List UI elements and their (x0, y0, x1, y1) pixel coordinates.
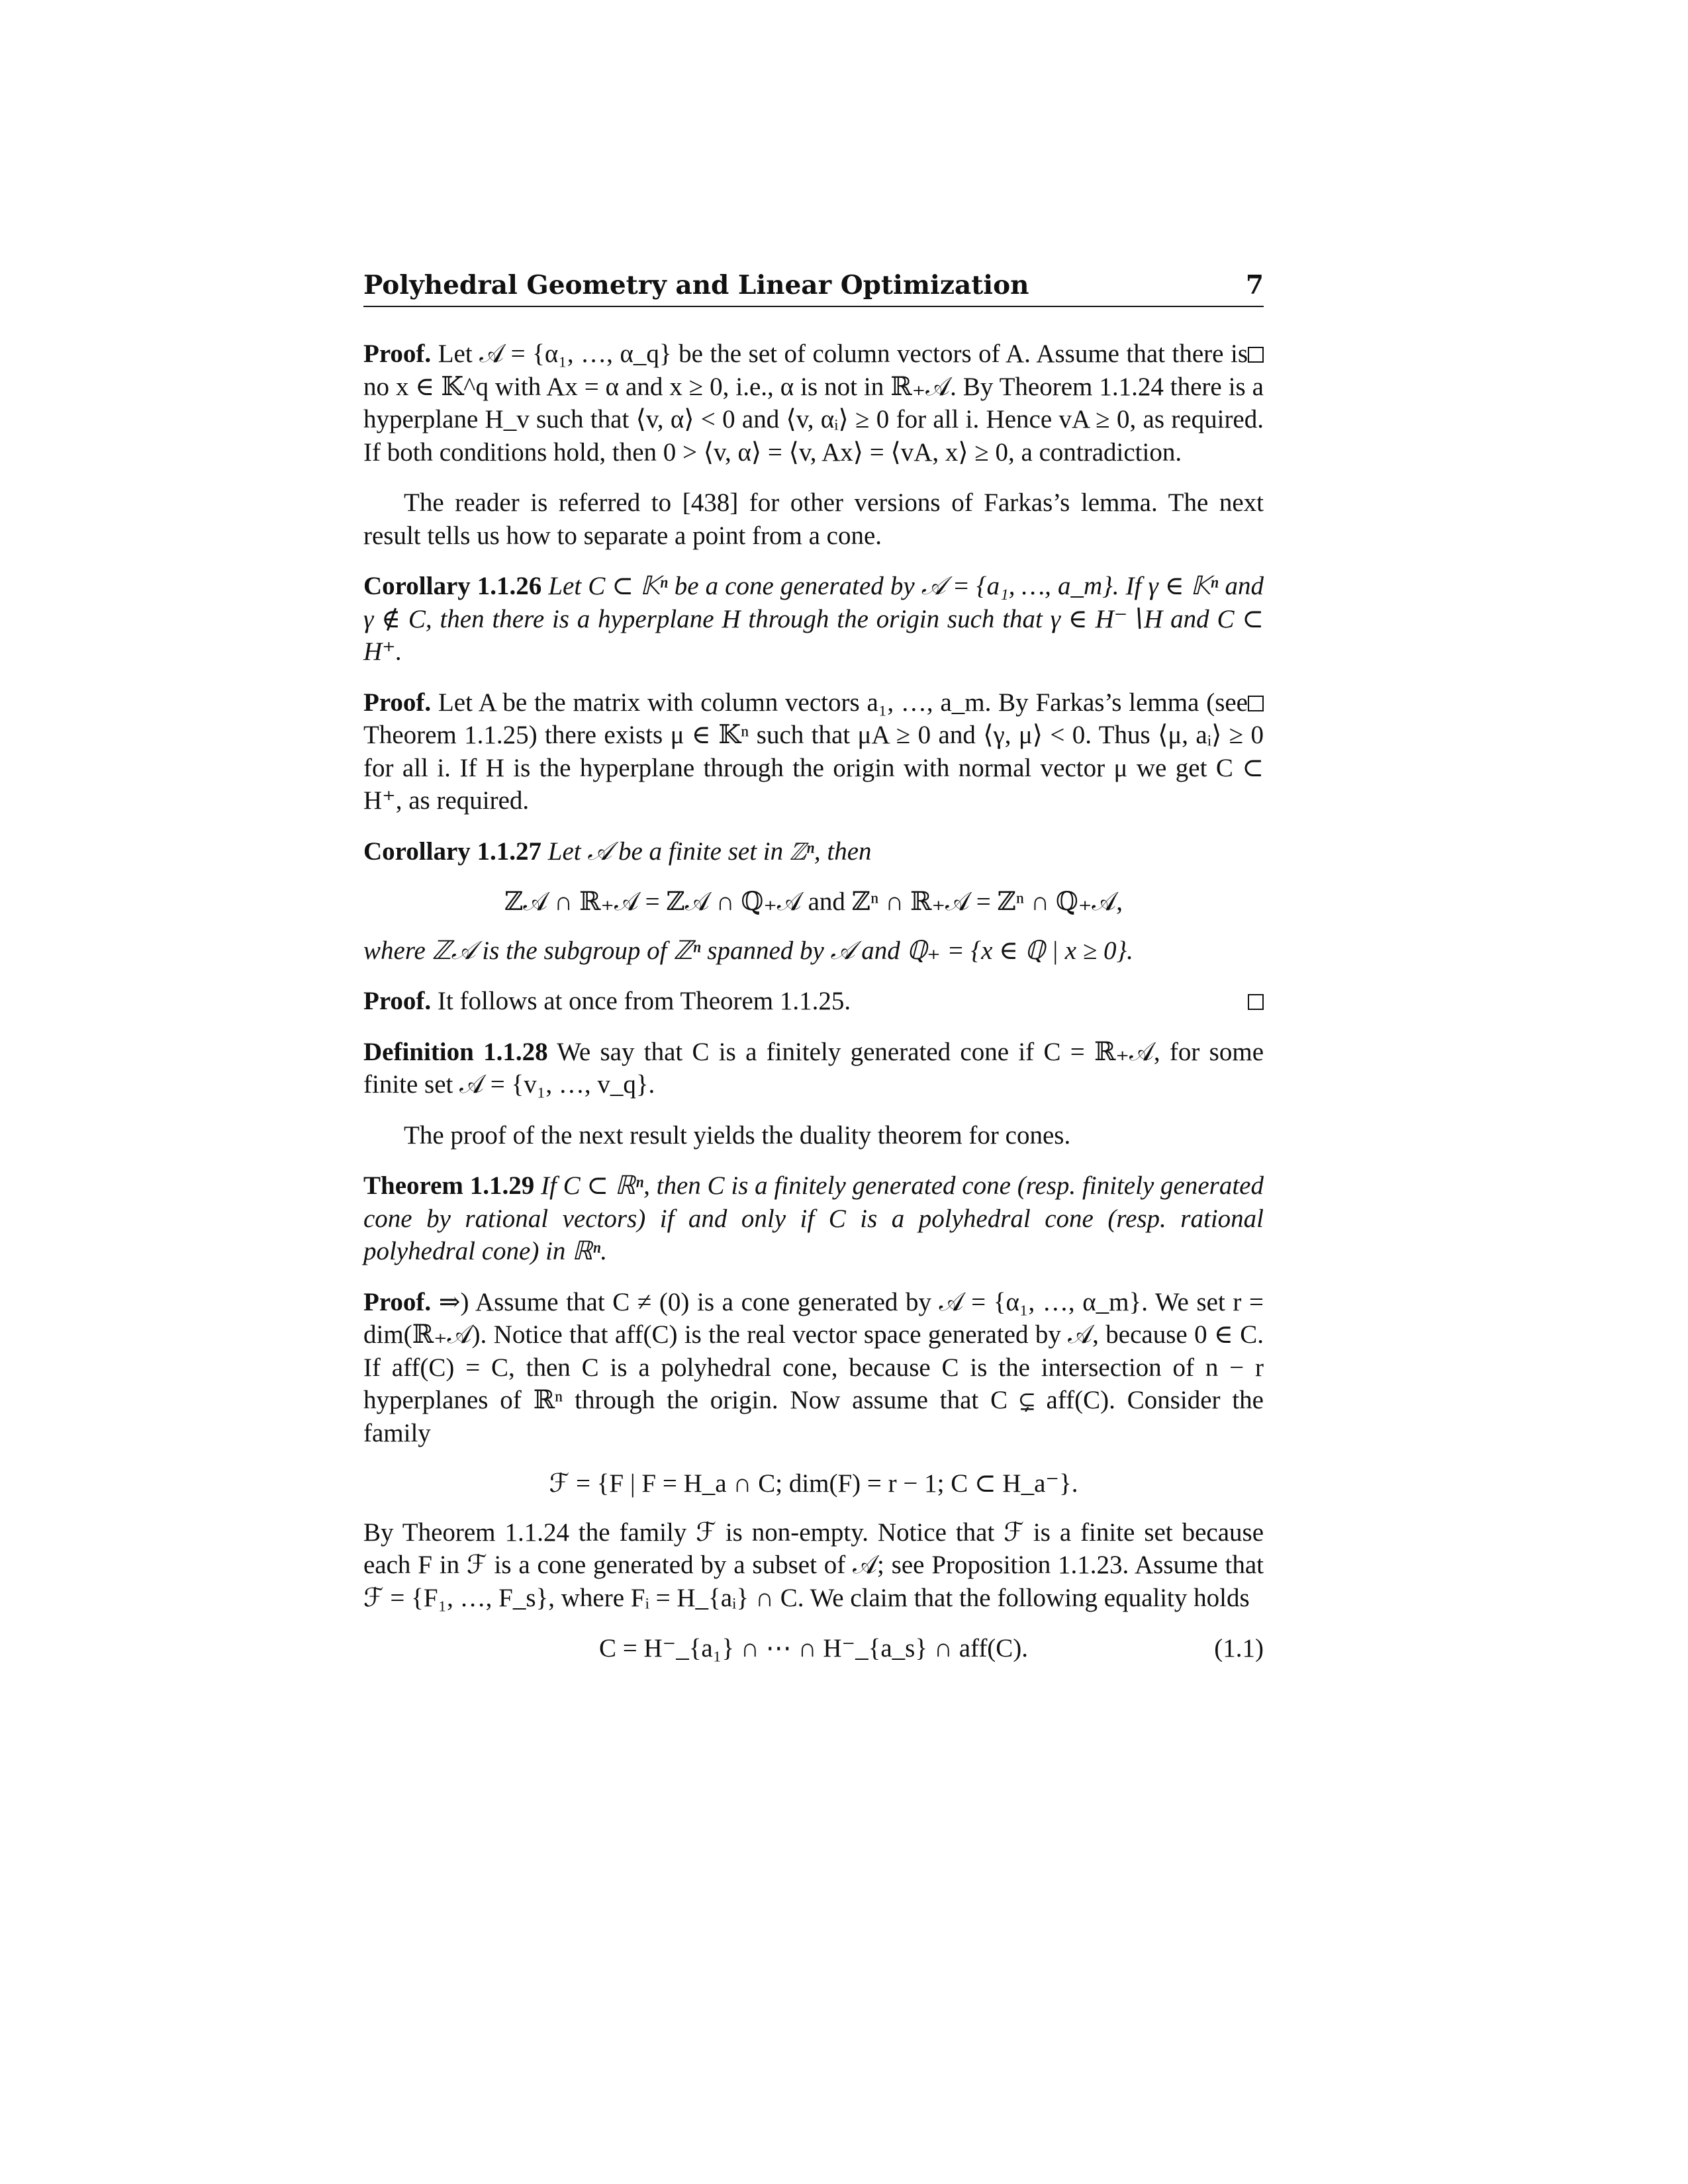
block-text: It follows at once from Theorem 1.1.25. (431, 987, 851, 1015)
block-text: Let 𝒜 = {α₁, …, α_q} be the set of column vectors of A. Assume that there is no x ∈ 𝕂^q with Ax = α and x ≥ 0, i.e., α is not in ℝ₊𝒜. By Theorem 1.1.24 there is a hyperplane H_v such that ⟨v, α⟩ < 0 and ⟨v, αᵢ⟩ ≥ 0 for all i. Hence vA ≥ 0, as required. If both conditions hold, then 0 > ⟨v, α⟩ = ⟨v, Ax⟩ = ⟨vA, x⟩ ≥ 0, a contradiction. (363, 340, 1264, 467)
page-number: 7 (1245, 270, 1264, 300)
running-head-title: Polyhedral Geometry and Linear Optimization (363, 270, 1029, 300)
display-equation (363, 1467, 1264, 1500)
display-equation-numbered (363, 1632, 1264, 1665)
corollary-1-1-27 (363, 835, 1264, 868)
block-text: where ℤ𝒜 is the subgroup of ℤⁿ spanned by 𝒜 and ℚ₊ = {x ∈ ℚ | x ≥ 0}. (363, 936, 1133, 965)
equation-text: C = H⁻_{a₁} ∩ ⋯ ∩ H⁻_{a_s} ∩ aff(C). (598, 1634, 1029, 1662)
qed-box (1248, 338, 1264, 371)
display-equation (363, 886, 1264, 919)
block-lead: Corollary 1.1.26 (363, 572, 542, 600)
corollary-1-1-26 (363, 570, 1264, 668)
block-text: The proof of the next result yields the duality theorem for cones. (404, 1120, 1071, 1150)
block-text: If C ⊂ ℝⁿ, then C is a finitely generated cone (resp. finitely generated cone by rational vectors) if and only if C is a polyhedral cone (resp. rational polyhedral cone) in ℝⁿ. (363, 1171, 1264, 1265)
definition-1-1-28 (363, 1036, 1264, 1101)
block-text: The reader is referred to [438] for other versions of Farkas’s lemma. The next result tells us how to separate a point from a cone. (363, 488, 1264, 550)
block-text: Let C ⊂ 𝕂ⁿ be a cone generated by 𝒜 = {a₁, …, a_m}. If γ ∈ 𝕂ⁿ and γ ∉ C, then there is a hyperplane H through the origin such that γ ∈ H⁻∖H and C ⊂ H⁺. (363, 572, 1264, 666)
block-text: ⇒) Assume that C ≠ (0) is a cone generated by 𝒜 = {α₁, …, α_m}. We set r = dim(ℝ₊𝒜). Notice that aff(C) is the real vector space generated by 𝒜, because 0 ∈ C. If aff(C) = C, then C is a polyhedral cone, because C is the intersection of n − r hyperplanes of ℝⁿ through the origin. Now assume that C ⊊ aff(C). Consider the family (363, 1287, 1264, 1447)
proof-corollary-1-1-27 (363, 985, 1264, 1018)
proof-farkas (363, 338, 1264, 469)
block-lead: Proof. (363, 1287, 432, 1316)
block-text: By Theorem 1.1.24 the family ℱ is non-empty. Notice that ℱ is a finite set because each F in ℱ is a cone generated by a subset of 𝒜; see Proposition 1.1.23. Assume that ℱ = {F₁, …, F_s}, where Fᵢ = H_{aᵢ} ∩ C. We claim that the following equality holds (363, 1518, 1264, 1612)
proof-theorem-1-1-29 (363, 1286, 1264, 1450)
qed-box (1248, 985, 1264, 1018)
text-column (363, 270, 1264, 1681)
block-lead: Proof. (363, 987, 432, 1015)
block-lead: Definition 1.1.28 (363, 1037, 548, 1066)
block-lead: Proof. (363, 688, 432, 717)
proof-corollary-1-1-26 (363, 686, 1264, 817)
paragraph-family (363, 1516, 1264, 1615)
block-lead: Corollary 1.1.27 (363, 837, 542, 866)
page-body (363, 338, 1264, 1665)
equation-text: ℤ𝒜 ∩ ℝ₊𝒜 = ℤ𝒜 ∩ ℚ₊𝒜 and ℤⁿ ∩ ℝ₊𝒜 = ℤⁿ ∩ ℚ₊𝒜, (504, 887, 1123, 916)
equation-text: ℱ = {F | F = H_a ∩ C; dim(F) = r − 1; C ⊂ H_a⁻}. (549, 1469, 1078, 1498)
block-text: Let A be the matrix with column vectors a₁, …, a_m. By Farkas’s lemma (see Theorem 1.1.25) there exists μ ∈ 𝕂ⁿ such that μA ≥ 0 and ⟨γ, μ⟩ < 0. Thus ⟨μ, aᵢ⟩ ≥ 0 for all i. If H is the hyperplane through the origin with normal vector μ we get C ⊂ H⁺, as required. (363, 688, 1264, 815)
remark-duality (363, 1119, 1264, 1152)
equation-number: (1.1) (1214, 1634, 1264, 1662)
remark-farkas-versions (363, 486, 1264, 552)
qed-box (1248, 686, 1264, 719)
block-lead: Theorem 1.1.29 (363, 1171, 535, 1200)
block-text: Let 𝒜 be a finite set in ℤⁿ, then (541, 837, 872, 866)
theorem-1-1-29 (363, 1169, 1264, 1268)
block-lead: Proof. (363, 340, 432, 368)
corollary-1-1-27-continued (363, 934, 1264, 968)
running-head (363, 270, 1264, 307)
block-text: We say that C is a finitely generated cone if C = ℝ₊𝒜, for some finite set 𝒜 = {v₁, …, v_q}. (363, 1037, 1264, 1099)
